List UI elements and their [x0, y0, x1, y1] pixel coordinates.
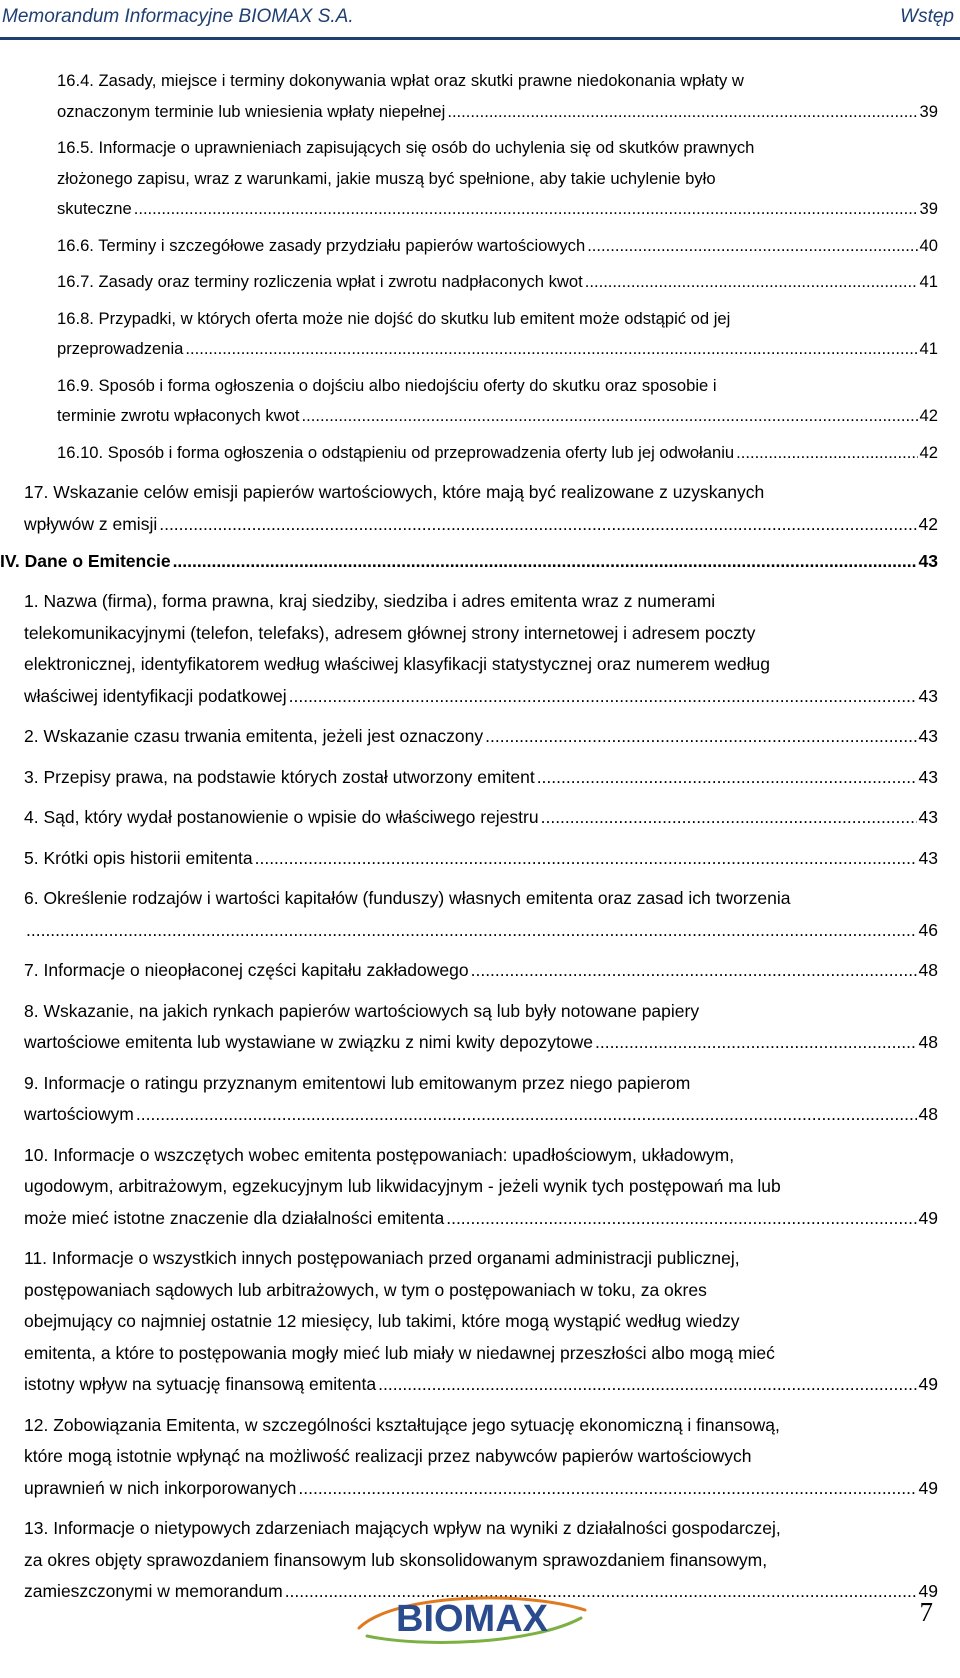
toc-entry[interactable]	[24, 1410, 938, 1505]
toc-entry-text: Informacje o ratingu przyznanym emitentowi lub emitowanym przez niego papierom	[43, 1072, 691, 1093]
toc-entry-number: 9.	[24, 1072, 39, 1093]
toc-entry-number: 4.	[24, 807, 39, 827]
toc-page-number: 40	[919, 235, 938, 255]
toc-entry-line	[24, 1441, 938, 1473]
dot-leader	[485, 721, 916, 753]
toc-entry-line	[24, 1513, 938, 1545]
toc-entry-line	[24, 1068, 938, 1100]
dot-leader	[736, 438, 917, 469]
toc-entry[interactable]	[57, 371, 938, 432]
toc-entry-text: złożonego zapisu, wraz z warunkami, jakie muszą być spełnione, aby takie uchylenie było	[57, 168, 716, 188]
toc-entry-line	[24, 1140, 938, 1172]
toc-entry-line	[24, 1410, 938, 1442]
toc-entry-text: właściwej identyfikacji podatkowej	[24, 685, 287, 706]
toc-entry-line	[57, 133, 938, 164]
toc-entry-text: Sąd, który wydał postanowienie o wpisie do właściwego rejestru	[43, 807, 539, 827]
toc-page-number: 49	[918, 1581, 938, 1601]
toc-entry-line	[57, 371, 938, 402]
toc-entry-last-line	[0, 546, 938, 577]
toc-entry-last-line	[57, 194, 938, 225]
toc-page-number: 48	[918, 960, 938, 980]
toc-entry-text: Informacje o uprawnieniach zapisujących się osób do uchylenia się od skutków prawnych	[98, 138, 755, 157]
toc-entry[interactable]	[24, 883, 938, 946]
toc-entry[interactable]	[24, 721, 938, 753]
toc-entry-number: IV.	[0, 551, 20, 571]
toc-entry-number: 1.	[24, 591, 39, 611]
toc-entry-line	[24, 1171, 938, 1203]
dot-leader	[173, 546, 917, 577]
toc-entry[interactable]	[24, 843, 938, 875]
page-header	[0, 0, 960, 48]
dot-leader	[446, 1203, 916, 1235]
toc-entry-last-line	[24, 681, 938, 713]
toc-entry-number: 2.	[24, 726, 39, 746]
toc-entry-last-line	[57, 231, 938, 262]
page-number: 7	[919, 1597, 933, 1627]
toc-entry-number: 16.10.	[57, 442, 104, 462]
toc-entry-text: skuteczne	[57, 199, 132, 218]
toc-entry[interactable]	[24, 1243, 938, 1401]
toc-entry[interactable]	[57, 267, 938, 298]
toc-entry-text: telekomunikacyjnymi (telefon, telefaks), adresem głównej strony internetowej i adresem poczty	[24, 622, 756, 643]
toc-entry-last-line	[24, 721, 938, 753]
toc-page-number: 39	[919, 199, 938, 218]
toc-entry-number: 3.	[24, 766, 39, 787]
toc-entry-line	[24, 618, 938, 650]
toc-entry[interactable]	[24, 1140, 938, 1235]
toc-entry-last-line	[24, 509, 938, 541]
toc-entry-text: Informacje o nietypowych zdarzeniach mających wpływ na wyniki z działalności gospodarczej,	[53, 1518, 781, 1538]
toc-page-number: 43	[918, 766, 938, 787]
dot-leader	[159, 509, 916, 541]
toc-entry-text: za okres objęty sprawozdaniem finansowym lub skonsolidowanym sprawozdaniem finansowym,	[24, 1549, 768, 1570]
toc-entry-last-line	[24, 1203, 938, 1235]
toc-entry-text: wartościowym	[24, 1104, 134, 1124]
toc-entry-line	[24, 586, 938, 618]
toc-entry[interactable]	[57, 231, 938, 262]
toc-entry[interactable]	[24, 802, 938, 834]
toc-entry-number: 17.	[24, 482, 49, 502]
dot-leader	[447, 97, 917, 128]
dot-leader	[585, 267, 918, 298]
toc-entry-text: emitenta, a które to postępowania mogły mieć lub miały w niedawnej przeszłości albo mogą mieć	[24, 1342, 775, 1363]
toc-entry[interactable]	[24, 996, 938, 1059]
toc-page-number: 43	[918, 807, 938, 827]
toc-entry-text: oznaczonym terminie lub wniesienia wpłaty niepełnej	[57, 101, 446, 121]
toc-entry-text: Przepisy prawa, na podstawie których został utworzony emitent	[43, 766, 535, 787]
toc-entry[interactable]	[24, 477, 938, 540]
dot-leader	[541, 802, 917, 834]
toc-entry-line	[57, 66, 938, 97]
toc-page-number: 41	[919, 272, 938, 291]
toc-entry-text: wpływów z emisji	[24, 513, 158, 534]
dot-leader	[255, 843, 917, 875]
toc-entry-number: 16.6.	[57, 235, 94, 255]
dot-leader	[378, 1369, 916, 1401]
toc-page-number: 49	[918, 1374, 938, 1394]
toc-entry-number: 16.9.	[57, 375, 94, 395]
biomax-logo	[353, 1588, 591, 1648]
toc-entry-last-line	[24, 1099, 938, 1131]
toc-entry-last-line	[57, 334, 938, 365]
toc-entry-text: Zasady, miejsce i terminy dokonywania wpłat oraz skutki prawne niedokonania wpłaty w	[98, 71, 744, 90]
toc-entry-number: 16.8.	[57, 308, 94, 328]
toc-page-number: 42	[919, 442, 938, 462]
toc-entry-text: uprawnień w nich inkorporowanych	[24, 1477, 297, 1498]
header-title: Memorandum Informacyjne BIOMAX S.A.	[2, 6, 354, 27]
dot-leader	[537, 762, 917, 794]
dot-leader	[298, 1473, 916, 1505]
dot-leader	[587, 231, 917, 262]
toc-entry-last-line	[57, 97, 938, 128]
toc-entry-text: przeprowadzenia	[57, 339, 184, 358]
toc-entry-line	[24, 477, 938, 509]
toc-entry-last-line	[57, 267, 938, 298]
table-of-contents	[0, 66, 960, 1608]
toc-entry-text: Informacje o wszczętych wobec emitenta postępowaniach: upadłościowym, układowym,	[53, 1144, 735, 1165]
header-rule	[0, 37, 960, 40]
toc-entry-number: 11.	[24, 1248, 48, 1268]
toc-entry-text: Dane o Emitencie	[24, 551, 171, 571]
toc-entry-text: Informacje o wszystkich innych postępowaniach przed organami administracji publicznej,	[51, 1248, 740, 1268]
toc-entry[interactable]	[0, 546, 938, 577]
logo-wordmark: BIOMAX	[396, 1598, 548, 1640]
toc-entry-text: może mieć istotne znaczenie dla działalności emitenta	[24, 1207, 445, 1228]
toc-entry-text: terminie zwrotu wpłaconych kwot	[57, 406, 300, 425]
toc-page-number: 42	[919, 406, 938, 425]
toc-entry-text: Sposób i forma ogłoszenia o dojściu albo niedojściu oferty do skutku oraz sposobie i	[98, 375, 717, 395]
toc-entry[interactable]	[24, 586, 938, 712]
toc-entry-text: istotny wpływ na sytuację finansową emitenta	[24, 1374, 377, 1394]
toc-entry-text: które mogą istotnie wpłynąć na możliwość realizacji przez nabywców papierów wartościowych	[24, 1446, 752, 1466]
toc-entry[interactable]	[57, 304, 938, 365]
toc-entry-last-line	[24, 762, 938, 794]
toc-entry-number: 8.	[24, 1000, 39, 1021]
dot-leader	[289, 681, 917, 713]
toc-entry-text: Informacje o nieopłaconej części kapitału zakładowego	[43, 960, 469, 980]
toc-entry[interactable]	[24, 762, 938, 794]
toc-entry[interactable]	[24, 1068, 938, 1131]
toc-page-number: 49	[918, 1477, 938, 1498]
toc-entry-number: 13.	[24, 1518, 49, 1538]
toc-entry-text: wartościowe emitenta lub wystawiane w związku z nimi kwity depozytowe	[24, 1032, 593, 1052]
toc-entry-number: 16.4.	[57, 71, 94, 90]
toc-entry-text: postępowaniach sądowych lub arbitrażowych, w tym o postępowaniach w toku, za okres	[24, 1279, 707, 1300]
toc-entry-text: obejmujący co najmniej ostatnie 12 miesięcy, lub takimi, które mogą wystąpić według wiedzy	[24, 1311, 740, 1331]
toc-entry-last-line	[24, 843, 938, 875]
toc-entry-text: Wskazanie celów emisji papierów wartościowych, które mają być realizowane z uzyskanych	[53, 482, 765, 502]
dot-leader	[26, 915, 917, 947]
toc-entry-last-line	[24, 802, 938, 834]
toc-page-number: 43	[918, 847, 938, 868]
toc-entry-number: 12.	[24, 1414, 49, 1435]
toc-entry-line	[57, 164, 938, 195]
toc-page-number: 46	[918, 919, 938, 940]
toc-entry-last-line	[57, 401, 938, 432]
toc-entry-text: elektronicznej, identyfikatorem według właściwej klasyfikacji statystycznej oraz numerem według	[24, 654, 770, 674]
toc-page-number: 48	[918, 1104, 938, 1124]
toc-entry-number: 5.	[24, 847, 39, 868]
toc-entry-line	[57, 304, 938, 335]
toc-entry-text: Zobowiązania Emitenta, w szczególności kształtujące jego sytuację ekonomiczną i finansową,	[53, 1414, 780, 1435]
toc-entry-text: ugodowym, arbitrażowym, egzekucyjnym lub likwidacyjnym - jeżeli wynik tych postępowań ma lub	[24, 1176, 781, 1196]
toc-page-number: 48	[918, 1032, 938, 1052]
toc-entry-number: 16.7.	[57, 272, 94, 291]
toc-entry-line	[24, 1338, 938, 1370]
toc-page-number: 43	[918, 726, 938, 746]
toc-entry-line	[24, 1545, 938, 1577]
toc-entry-line	[24, 1275, 938, 1307]
toc-entry-text: Określenie rodzajów i wartości kapitałów (funduszy) własnych emitenta oraz zasad ich tworzenia	[43, 888, 791, 908]
dot-leader	[134, 194, 918, 225]
toc-entry-last-line	[24, 1027, 938, 1059]
toc-entry-last-line	[24, 915, 938, 947]
toc-entry-last-line	[24, 1369, 938, 1401]
toc-entry-number: 6.	[24, 888, 39, 908]
toc-entry-text: Sposób i forma ogłoszenia o odstąpieniu od przeprowadzenia oferty lub jej odwołaniu	[107, 442, 735, 462]
toc-entry-text: Zasady oraz terminy rozliczenia wpłat i zwrotu nadpłaconych kwot	[98, 272, 583, 291]
dot-leader	[185, 334, 917, 365]
toc-entry-text: zamieszczonymi w memorandum	[24, 1581, 283, 1601]
toc-entry-last-line	[24, 1473, 938, 1505]
toc-entry-line	[24, 1243, 938, 1275]
dot-leader	[595, 1027, 917, 1059]
toc-entry-last-line	[24, 955, 938, 987]
toc-page-number: 43	[918, 685, 938, 706]
toc-entry-number: 10.	[24, 1144, 49, 1165]
toc-entry[interactable]	[57, 438, 938, 469]
toc-entry-number: 7.	[24, 960, 39, 980]
toc-entry-text: Terminy i szczegółowe zasady przydziału papierów wartościowych	[98, 235, 586, 255]
toc-entry-last-line	[57, 438, 938, 469]
toc-entry[interactable]	[57, 66, 938, 127]
dot-leader	[136, 1099, 917, 1131]
toc-entry-text: Wskazanie, na jakich rynkach papierów wartościowych są lub były notowane papiery	[43, 1000, 700, 1021]
dot-leader	[471, 955, 917, 987]
toc-entry[interactable]	[57, 133, 938, 225]
toc-entry-number: 16.5.	[57, 138, 94, 157]
toc-page-number: 42	[918, 513, 938, 534]
toc-entry[interactable]	[24, 955, 938, 987]
toc-page-number: 39	[919, 101, 938, 121]
toc-entry-line	[24, 883, 938, 915]
toc-page-number: 43	[918, 551, 938, 571]
toc-entry-line	[24, 996, 938, 1028]
toc-entry-text: Krótki opis historii emitenta	[43, 847, 253, 868]
toc-entry-text: Przypadki, w których oferta może nie dojść do skutku lub emitent może odstąpić od jej	[98, 308, 731, 328]
toc-entry-line	[24, 649, 938, 681]
toc-entry-line	[24, 1306, 938, 1338]
toc-page-number: 49	[918, 1207, 938, 1228]
toc-entry-text: Nazwa (firma), forma prawna, kraj siedziby, siedziba i adres emitenta wraz z numerami	[43, 591, 716, 611]
toc-entry-text: Wskazanie czasu trwania emitenta, jeżeli jest oznaczony	[43, 726, 484, 746]
header-section: Wstęp	[900, 6, 954, 27]
toc-page-number: 41	[919, 339, 938, 358]
dot-leader	[302, 401, 918, 432]
